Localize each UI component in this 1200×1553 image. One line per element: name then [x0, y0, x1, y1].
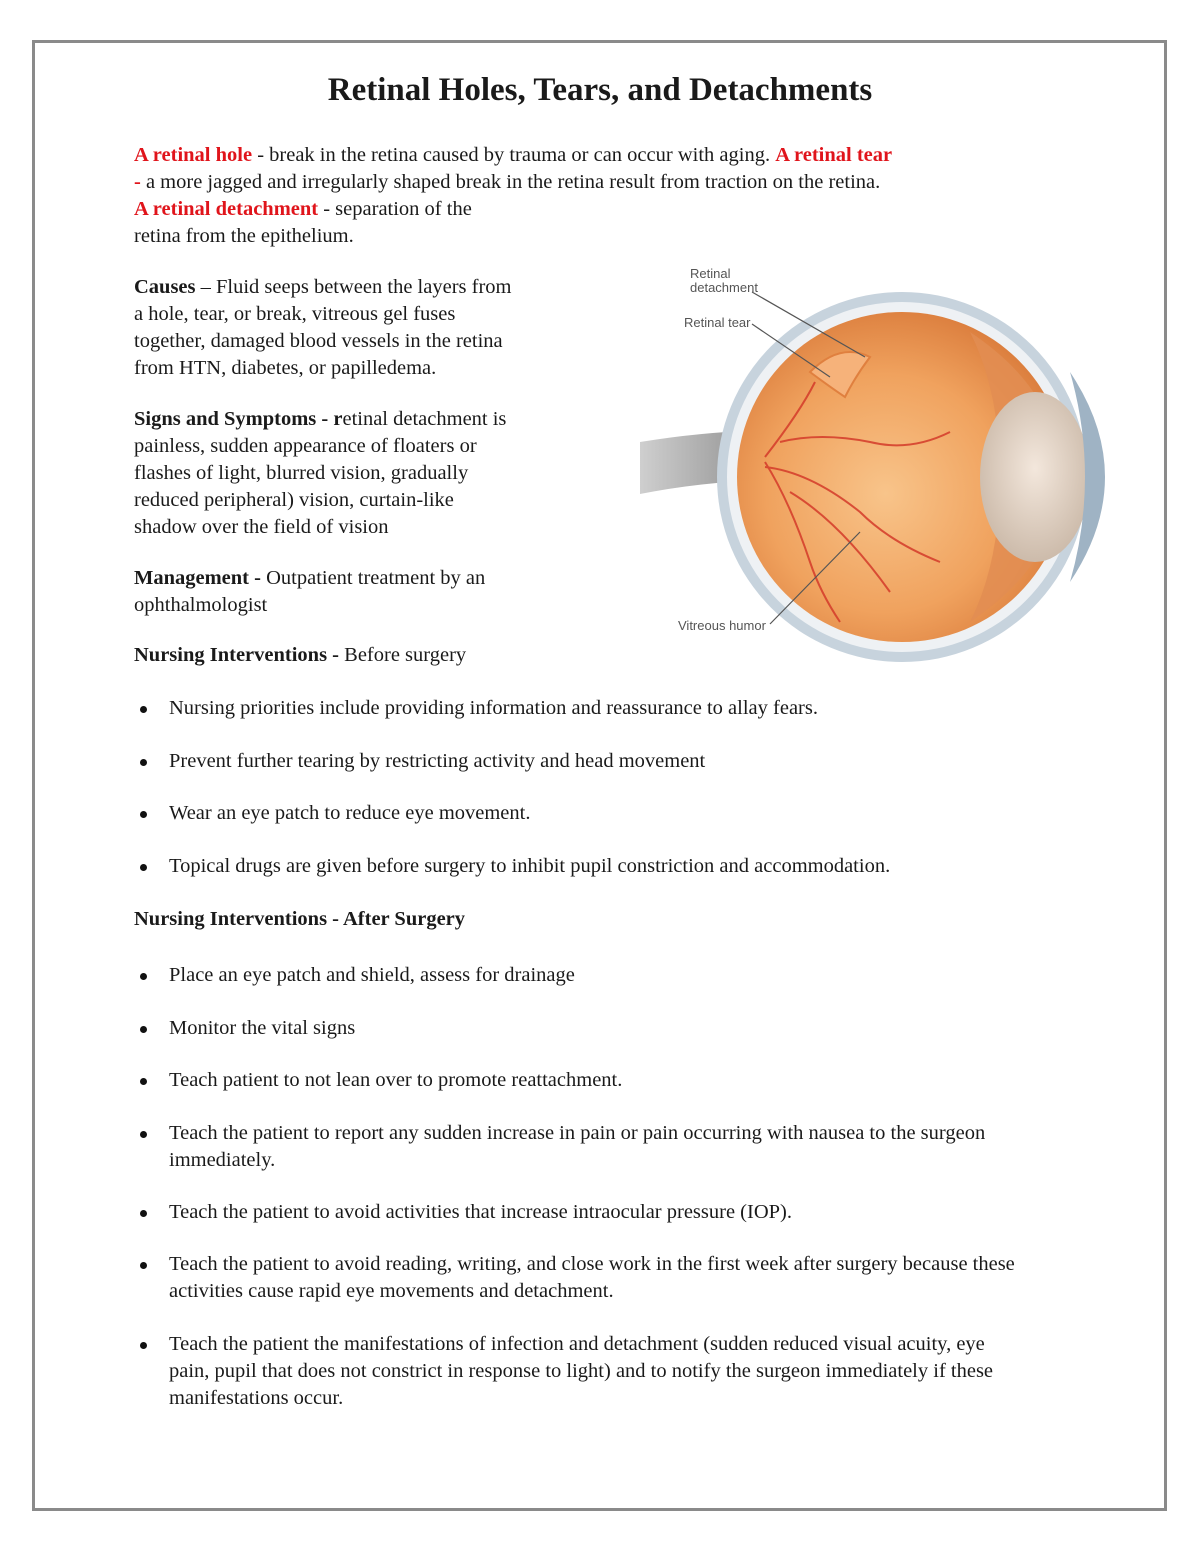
- label-vitreous-humor: Vitreous humor: [678, 618, 766, 633]
- after-heading: Nursing Interventions - After Surgery: [134, 908, 466, 930]
- list-item-text: Wear an eye patch to reduce eye movement.: [169, 802, 531, 824]
- bullet-icon: [140, 864, 147, 871]
- list-item-text: Teach patient to not lean over to promote reattachment.: [169, 1069, 623, 1091]
- causes-line: a hole, tear, or break, vitreous gel fuses: [134, 303, 456, 325]
- bullet-icon: [140, 1342, 147, 1349]
- signs-label: Signs and Symptoms - r: [134, 408, 343, 430]
- bullet-icon: [140, 973, 147, 980]
- before-sub: Before surgery: [344, 644, 467, 666]
- causes-section: [134, 274, 604, 382]
- bullet-icon: [140, 1262, 147, 1269]
- causes-line: – Fluid seeps between the layers from: [195, 276, 512, 298]
- lens-shape: [980, 392, 1090, 562]
- term-retinal-detachment: A retinal detachment: [134, 198, 319, 220]
- term-retinal-hole: A retinal hole: [134, 144, 253, 166]
- management-section: [134, 565, 604, 619]
- eye-anatomy-illustration: [640, 262, 1120, 672]
- def-retinal-detachment-1: - separation of the: [318, 198, 472, 220]
- list-item-text: Teach the patient to report any sudden increase in pain or pain occurring with nausea to the surgeon immediately.: [169, 1122, 986, 1171]
- list-item-text: Nursing priorities include providing information and reassurance to allay fears.: [169, 697, 818, 719]
- list-item-text: Teach the patient to avoid reading, writing, and close work in the first week after surgery because these activities cause rapid eye movements and detachment.: [169, 1253, 1015, 1302]
- bullet-icon: [140, 1026, 147, 1033]
- signs-section: [134, 406, 604, 541]
- list-item-text: Teach the patient to avoid activities that increase intraocular pressure (IOP).: [169, 1201, 792, 1223]
- management-line: Outpatient treatment by an: [266, 567, 486, 589]
- def-retinal-detachment-2: retina from the epithelium.: [134, 225, 354, 247]
- signs-line: reduced peripheral) vision, curtain-like: [134, 489, 454, 511]
- causes-label: Causes: [134, 276, 196, 298]
- list-item-text: Prevent further tearing by restricting activity and head movement: [169, 750, 706, 772]
- def-retinal-hole: - break in the retina caused by trauma or can occur with aging.: [252, 144, 776, 166]
- list-item-text: Monitor the vital signs: [169, 1017, 356, 1039]
- label-detachment-1: Retinal: [690, 266, 731, 281]
- management-line: ophthalmologist: [134, 594, 268, 616]
- bullet-icon: [140, 1131, 147, 1138]
- page-title: Retinal Holes, Tears, and Detachments: [327, 72, 873, 108]
- bullet-icon: [140, 1210, 147, 1217]
- label-retinal-tear: Retinal tear: [684, 315, 751, 330]
- list-item-text: Teach the patient the manifestations of infection and detachment (sudden reduced visual acuity, eye pain, pupil that does not constrict in response to light) and to notify the surgeon immediately if these manifestations occur.: [169, 1333, 994, 1409]
- def-retinal-tear: a more jagged and irregularly shaped break in the retina result from traction on the retina.: [140, 171, 881, 193]
- list-item-text: Topical drugs are given before surgery to inhibit pupil constriction and accommodation.: [169, 855, 891, 877]
- bullet-icon: [140, 811, 147, 818]
- signs-line: shadow over the field of vision: [134, 516, 389, 538]
- term-retinal-tear: A retinal tear: [775, 144, 893, 166]
- before-label: Nursing Interventions -: [134, 644, 345, 666]
- signs-line: flashes of light, blurred vision, gradually: [134, 462, 469, 484]
- management-label: Management -: [134, 567, 267, 589]
- causes-line: together, damaged blood vessels in the retina: [134, 330, 503, 352]
- bullet-icon: [140, 706, 147, 713]
- list-item-text: Place an eye patch and shield, assess for drainage: [169, 964, 575, 986]
- label-detachment-2: detachment: [690, 280, 758, 295]
- bullet-icon: [140, 759, 147, 766]
- signs-line: etinal detachment is: [342, 408, 507, 430]
- bullet-icon: [140, 1078, 147, 1085]
- causes-line: from HTN, diabetes, or papilledema.: [134, 357, 437, 379]
- intro-definitions: [134, 142, 1034, 250]
- tear-dash: -: [134, 171, 141, 193]
- signs-line: painless, sudden appearance of floaters or: [134, 435, 477, 457]
